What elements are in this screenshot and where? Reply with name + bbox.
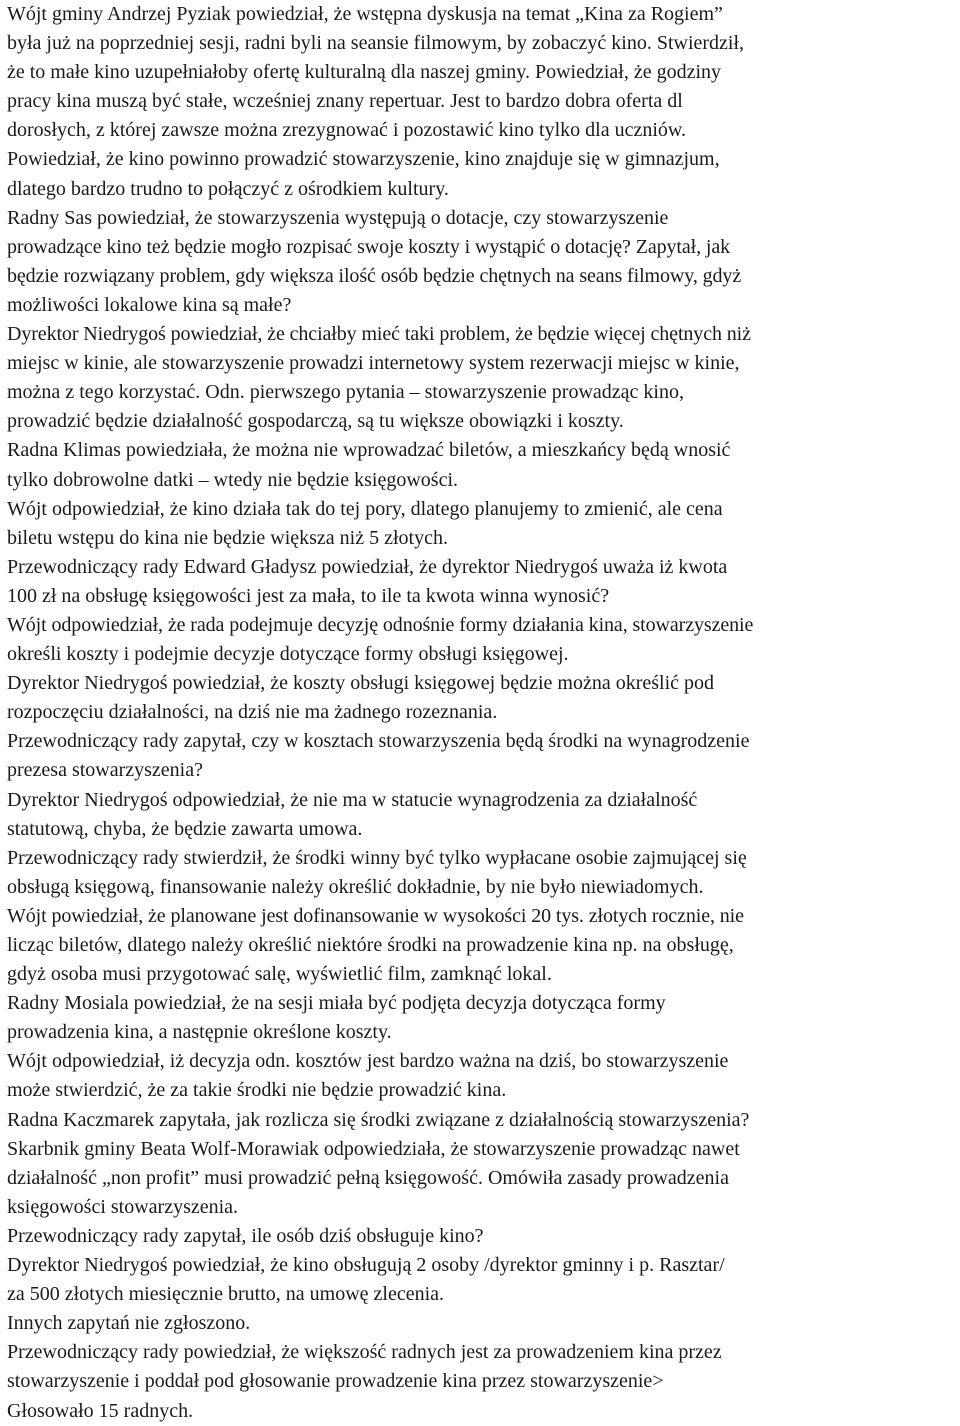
text-line: prowadzenia kina, a następnie określone koszty. [7,1021,392,1044]
text-line: obsługą księgową, finansowanie należy określić dokładnie, by nie było niewiadomych. [7,875,704,898]
text-line: Przewodniczący rady zapytał, czy w kosztach stowarzyszenia będą środki na wynagrodzenie [7,730,750,753]
document-page [7,0,955,1426]
text-line: biletu wstępu do kina nie będzie większa niż 5 złotych. [7,526,448,549]
text-line: statutową, chyba, że będzie zawarta umowa. [7,817,363,840]
text-line: miejsc w kinie, ale stowarzyszenie prowadzi internetowy system rezerwacji miejsc w kinie, [7,352,740,375]
text-line: Dyrektor Niedrygoś powiedział, że kino obsługują 2 osoby /dyrektor gminny i p. Rasztar/ [7,1254,725,1277]
text-line: gdyż osoba musi przygotować salę, wyświetlić film, zamknąć lokal. [7,963,552,986]
text-line: Dyrektor Niedrygoś powiedział, że chciałby mieć taki problem, że będzie więcej chętnych niż [7,323,751,346]
text-line: Wójt powiedział, że planowane jest dofinansowanie w wysokości 20 tys. złotych rocznie, nie [7,904,744,927]
text-line: możliwości lokalowe kina są małe? [7,293,292,316]
text-line: Dyrektor Niedrygoś powiedział, że koszty obsługi księgowej będzie można określić pod [7,672,715,695]
text-line: 100 zł na obsługę księgowości jest za mała, to ile ta kwota winna wynosić? [7,584,610,607]
text-line: Wójt odpowiedział, iż decyzja odn. kosztów jest bardzo ważna na dziś, bo stowarzyszenie [7,1050,729,1073]
text-line: tylko dobrowolne datki – wtedy nie będzie księgowości. [7,468,459,491]
text-line: Radny Mosiala powiedział, że na sesji miała być podjęta decyzja dotycząca formy [7,992,666,1015]
text-line: Innych zapytań nie zgłoszono. [7,1312,251,1335]
text-line: określi koszty i podejmie decyzje dotyczące formy obsługi księgowej. [7,643,569,666]
text-line: może stwierdzić, że za takie środki nie będzie prowadzić kina. [7,1079,507,1102]
text-line: można z tego korzystać. Odn. pierwszego pytania – stowarzyszenie prowadząc kino, [7,381,684,404]
text-line: pracy kina muszą być stałe, wcześniej znany repertuar. Jest to bardzo dobra oferta dl [7,90,683,113]
text-line: rozpoczęciu działalności, na dziś nie ma żadnego rozeznania. [7,701,498,724]
text-line: Wójt gminy Andrzej Pyziak powiedział, że wstępna dyskusja na temat „Kina za Rogiem” [7,3,723,25]
text-line: Radny Sas powiedział, że stowarzyszenia występują o dotacje, czy stowarzyszenie [7,206,669,229]
text-line: Przewodniczący rady zapytał, ile osób dziś obsługuje kino? [7,1224,484,1247]
text-line: Radna Klimas powiedziała, że można nie wprowadzać biletów, a mieszkańcy będą wnosić [7,439,731,462]
text-line: Przewodniczący rady powiedział, że większość radnych jest za prowadzeniem kina przez [7,1341,722,1364]
text-line: Radna Kaczmarek zapytała, jak rozlicza się środki związane z działalnością stowarzyszenia? [7,1108,750,1131]
text-line: księgowości stowarzyszenia. [7,1195,239,1218]
text-line: Przewodniczący rady stwierdził, że środki winny być tylko wypłacane osobie zajmującej się [7,846,747,869]
text-line: Powiedział, że kino powinno prowadzić stowarzyszenie, kino znajduje się w gimnazjum, [7,148,720,171]
text-line: Wójt odpowiedział, że rada podejmuje decyzję odnośnie formy działania kina, stowarzyszenie [7,613,754,636]
text-line: dorosłych, z której zawsze można zrezygnować i pozostawić kino tylko dla uczniów. [7,119,687,142]
text-line: prezesa stowarzyszenia? [7,759,203,782]
text-line: Przewodniczący rady Edward Gładysz powiedział, że dyrektor Niedrygoś uważa iż kwota [7,555,728,578]
text-line: prowadzące kino też będzie mogło rozpisać swoje koszty i wystąpić o dotację? Zapytał, jak [7,235,731,258]
text-line: Głosowało 15 radnych. [7,1399,194,1422]
text-line: stowarzyszenie i poddał pod głosowanie prowadzenie kina przez stowarzyszenie> [7,1370,664,1393]
text-line: że to małe kino uzupełniałoby ofertę kulturalną dla naszej gminy. Powiedział, że godziny [7,61,722,84]
text-line: będzie rozwiązany problem, gdy większa ilość osób będzie chętnych na seans filmowy, gdyż [7,264,742,287]
text-line: była już na poprzedniej sesji, radni byli na seansie filmowym, by zobaczyć kino. Stwierdził, [7,32,745,55]
text-line: działalność „non profit” musi prowadzić pełną księgowość. Omówiła zasady prowadzenia [7,1166,729,1189]
text-line: dlatego bardzo trudno to połączyć z ośrodkiem kultury. [7,177,449,200]
text-line: licząc biletów, dlatego należy określić niektóre środki na prowadzenie kina np. na obsługę, [7,934,734,956]
text-line: za 500 złotych miesięcznie brutto, na umowę zlecenia. [7,1283,445,1306]
text-line: Dyrektor Niedrygoś odpowiedział, że nie ma w statucie wynagrodzenia za działalność [7,788,698,811]
text-line: Skarbnik gminy Beata Wolf-Morawiak odpowiedziała, że stowarzyszenie prowadząc nawet [7,1137,740,1160]
text-line: prowadzić będzie działalność gospodarczą, są tu większe obowiązki i koszty. [7,410,624,433]
text-line: Wójt odpowiedział, że kino działa tak do tej pory, dlatego planujemy to zmienić, ale cena [7,497,723,520]
